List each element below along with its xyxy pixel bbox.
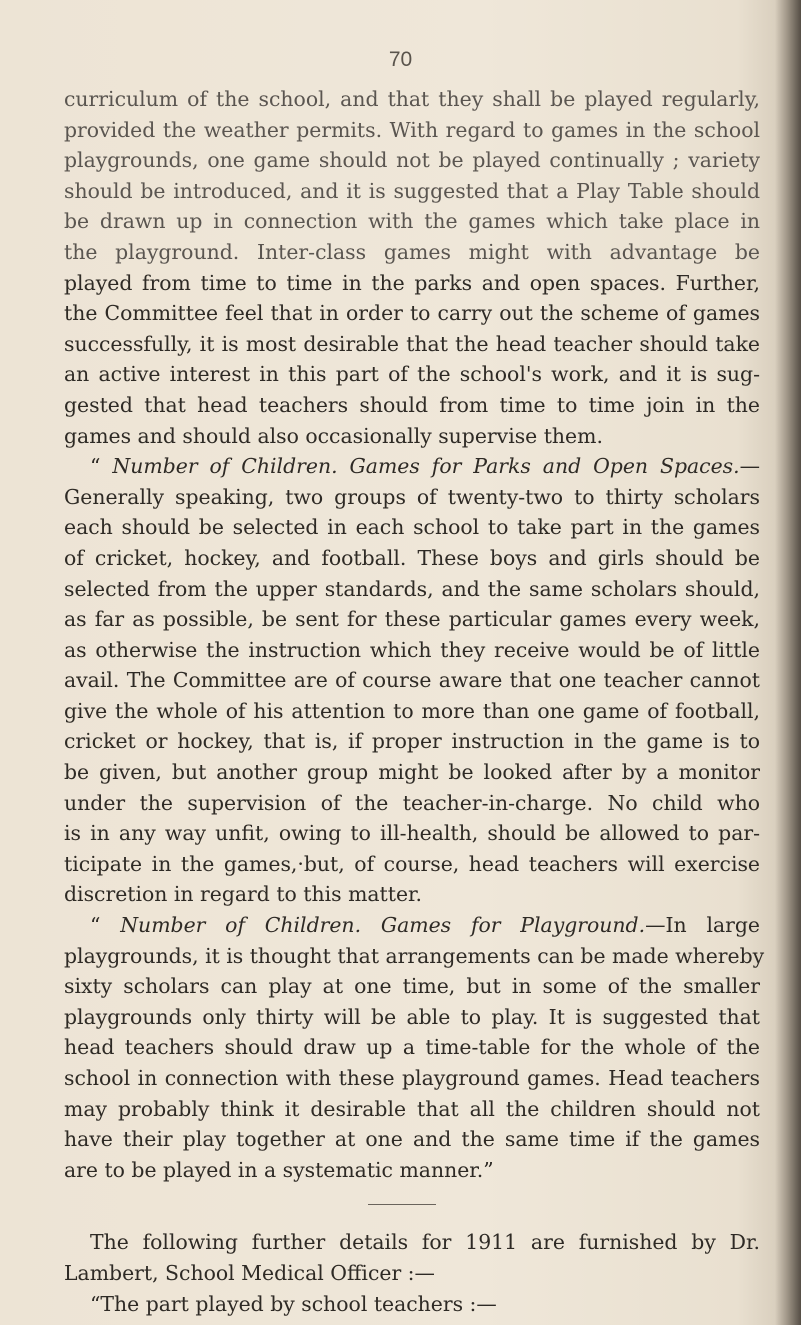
text-line: Generally speaking, two groups of twenty-two to thirty scholars <box>64 484 760 509</box>
text-line: have their play together at one and the same time if the games <box>64 1127 760 1152</box>
text-line: played from time to time in the parks and open spaces. Further, <box>64 270 760 295</box>
page-number: 70 <box>388 48 413 71</box>
text-line: sixty scholars can play at one time, but in some of the smaller <box>64 974 760 999</box>
text-line: as far as possible, be sent for these particular games every week, <box>64 607 760 632</box>
text-line: playgrounds, it is thought that arrangements can be made whereby <box>64 943 765 968</box>
opening-quote: “ <box>90 454 113 479</box>
text-line: the playground. Inter-class games might with advantage be <box>64 239 760 264</box>
text-line: is in any way unfit, owing to ill-health, should be allowed to par- <box>64 821 760 846</box>
text-line: playgrounds, one game should not be played continually ; variety <box>64 148 760 173</box>
text-line: each should be selected in each school to take part in the games <box>64 515 760 540</box>
opening-quote: “ <box>90 913 121 938</box>
heading-dash: — <box>739 454 761 479</box>
text-line: should be introduced, and it is suggested that a Play Table should <box>64 178 760 203</box>
text-line: games and should also occasionally supervise them. <box>64 423 603 448</box>
text-line: as otherwise the instruction which they receive would be of little <box>64 637 760 662</box>
text-line: provided the weather permits. With regard to games in the school <box>64 117 760 142</box>
text-line: cricket or hockey, that is, if proper instruction in the game is to <box>64 729 760 754</box>
text-line: under the supervision of the teacher-in-charge. No child who <box>64 790 760 815</box>
paragraph-further-details <box>64 1227 760 1319</box>
text-line: an active interest in this part of the school's work, and it is sug- <box>64 362 760 387</box>
paragraph-parks-open-spaces <box>64 451 760 910</box>
text-line: school in connection with these playground games. Head teachers <box>64 1066 760 1090</box>
text-line: head teachers should draw up a time-table for the whole of the <box>64 1035 760 1060</box>
text-line: gested that head teachers should from time to time join in the <box>64 392 760 417</box>
text-line: playgrounds only thirty will be able to play. It is suggested that <box>64 1004 760 1029</box>
text-line: be drawn up in connection with the games which take place in <box>64 209 760 234</box>
text-line: avail. The Committee are of course aware that one teacher cannot <box>64 668 760 693</box>
text-line: give the whole of his attention to more than one game of football, <box>64 698 760 723</box>
text-line: be given, but another group might be looked after by a monitor <box>64 760 760 785</box>
text-line: discretion in regard to this matter. <box>64 882 423 907</box>
section-divider <box>368 1204 436 1205</box>
text-line: the Committee feel that in order to carry out the scheme of games <box>64 301 760 326</box>
text-line: “The part played by school teachers :— <box>90 1291 497 1316</box>
paragraph-playground <box>64 910 765 1185</box>
text-line: are to be played in a systematic manner.” <box>64 1157 494 1182</box>
section-heading: Number of Children. Games for Parks and Open Spaces. <box>112 454 740 479</box>
paragraph-play-table <box>64 84 760 451</box>
text-line: may probably think it desirable that all the children should not <box>64 1096 760 1121</box>
text-line: of cricket, hockey, and football. These boys and girls should be <box>64 545 760 570</box>
body-text <box>64 84 765 1319</box>
page-edge-shadow <box>775 0 801 1325</box>
text-line: selected from the upper standards, and the same scholars should, <box>64 576 760 601</box>
text-line <box>64 451 760 482</box>
text-line: The following further details for 1911 are furnished by Dr. <box>90 1230 760 1255</box>
text-line <box>64 910 760 941</box>
text-line: curriculum of the school, and that they shall be played regularly, <box>64 87 760 111</box>
heading-continuation: —In large <box>645 913 761 938</box>
text-line: Lambert, School Medical Officer :— <box>64 1260 435 1285</box>
text-line: ticipate in the games,·but, of course, head teachers will exercise <box>64 851 760 876</box>
text-line: successfully, it is most desirable that the head teacher should take <box>64 331 760 356</box>
section-heading: Number of Children. Games for Playground. <box>120 913 646 938</box>
